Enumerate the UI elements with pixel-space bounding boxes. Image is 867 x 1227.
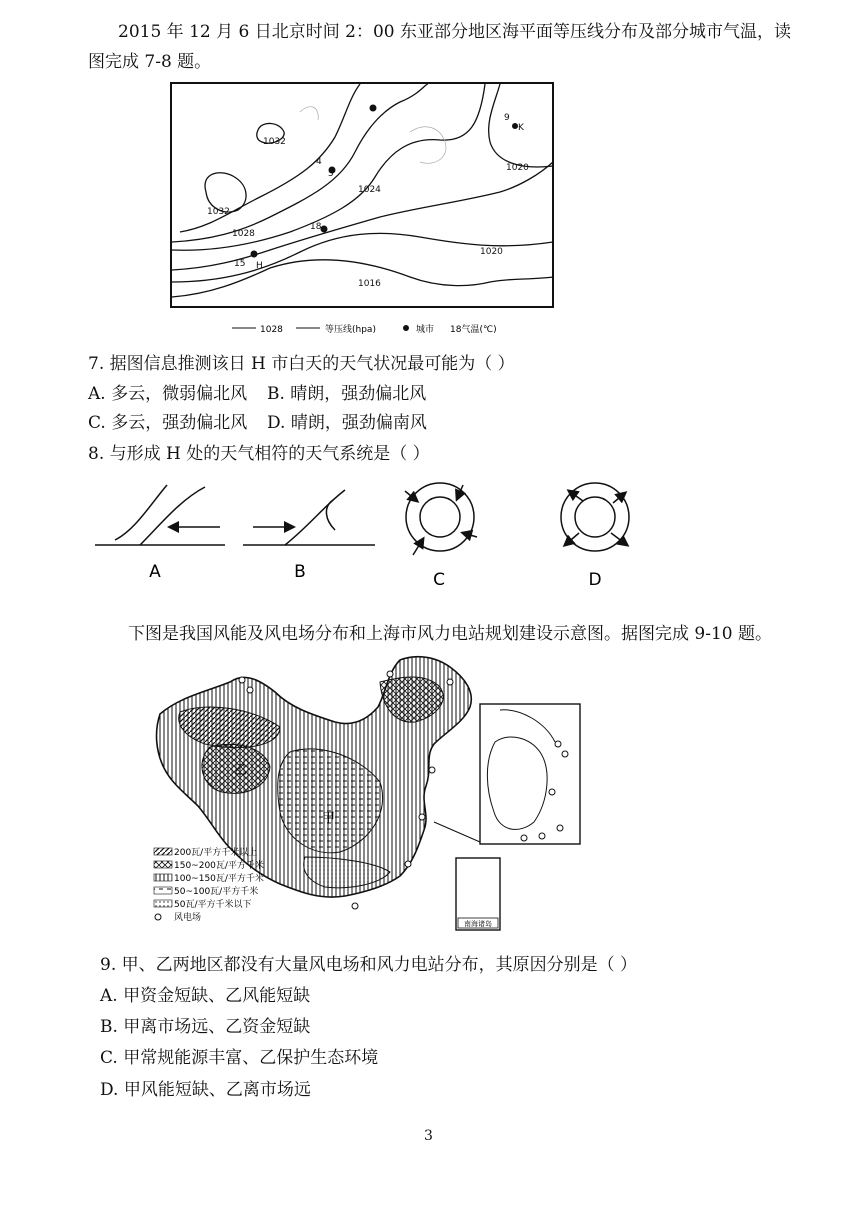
- svg-text:200瓦/平方千米以上: 200瓦/平方千米以上: [174, 848, 258, 858]
- q9-option-d: D. 甲风能短缺、乙离市场远: [100, 1080, 311, 1100]
- figure-c-label: C: [433, 570, 445, 590]
- wind-farm-marker: [239, 677, 245, 683]
- isobar-label-1032a: 1032: [263, 137, 286, 147]
- wind-farm-marker: [549, 789, 555, 795]
- q9-option-c: C. 甲常规能源丰富、乙保护生态环境: [100, 1048, 379, 1068]
- isobar-label-1024: 1024: [358, 185, 381, 195]
- wind-farm-marker: [555, 741, 561, 747]
- q8-stem: 8. 与形成 H 处的天气相符的天气系统是（ ）: [88, 444, 430, 464]
- q9-option-a: A. 甲资金短缺、乙风能短缺: [100, 986, 311, 1006]
- figure-a-label: A: [149, 562, 161, 582]
- svg-text:50瓦/平方千米以下: 50瓦/平方千米以下: [174, 900, 252, 910]
- city-marker: [321, 226, 328, 233]
- city-label-h: H: [256, 261, 263, 271]
- svg-text:50~100瓦/平方千米: 50~100瓦/平方千米: [174, 887, 259, 897]
- legend-isobar-label: 等压线(hpa): [325, 325, 376, 335]
- wind-farm-marker: [447, 679, 453, 685]
- figure-b-label: B: [294, 562, 306, 582]
- isobar-label-1020-south: 1020: [480, 247, 503, 257]
- weather-system-figures: [95, 475, 655, 593]
- wind-farm-marker: [352, 903, 358, 909]
- shanghai-inset: [480, 704, 580, 844]
- temp-label-18: 18: [310, 222, 322, 232]
- figure-d-label: D: [588, 570, 602, 590]
- intro-line-1: 2015 年 12 月 6 日北京时间 2：00 东亚部分地区海平面等压线分布及部分城市气温，读: [118, 22, 791, 42]
- figure-d: [561, 483, 629, 551]
- wind-farm-marker: [429, 767, 435, 773]
- legend-city-label: 城市: [416, 325, 435, 335]
- intro2-line-1: 下图是我国风能及风电场分布和上海市风力电站规划建设示意图。据图完成 9-10 题。: [128, 624, 772, 644]
- svg-text:150~200瓦/平方千米: 150~200瓦/平方千米: [174, 861, 264, 871]
- legend-line-value: 1028: [260, 325, 283, 335]
- legend-temp-label: 18气温(℃): [450, 325, 497, 335]
- isobar-label-1028: 1028: [232, 229, 255, 239]
- temp-label-9: 9: [504, 113, 510, 123]
- temp-label-4: 4: [316, 157, 322, 167]
- temp-label-5: 5: [328, 169, 334, 179]
- page-number: 3: [424, 1128, 433, 1144]
- wind-farm-marker: [387, 671, 393, 677]
- figure-c: [405, 483, 477, 555]
- wind-legend: [154, 846, 264, 923]
- wind-farm-marker: [539, 833, 545, 839]
- q9-stem: 9. 甲、乙两地区都没有大量风电场和风力电站分布，其原因分别是（ ）: [100, 955, 638, 975]
- q9-option-b: B. 甲离市场远、乙资金短缺: [100, 1017, 311, 1037]
- q7-option-d: D. 晴朗，强劲偏南风: [267, 413, 427, 433]
- wind-farm-marker: [247, 687, 253, 693]
- isobar-label-1032b: 1032: [207, 207, 230, 217]
- wind-farm-marker: [562, 751, 568, 757]
- figure-a: [95, 485, 225, 545]
- wind-farm-marker: [405, 861, 411, 867]
- wind-farm-marker: [419, 814, 425, 820]
- figure-b: [243, 490, 375, 545]
- q7-option-b: B. 晴朗，强劲偏北风: [267, 384, 427, 404]
- isobar-label-1016: 1016: [358, 279, 381, 289]
- city-h-marker: [251, 251, 258, 258]
- inset-pointer: [434, 822, 480, 842]
- china-wind-map: [150, 652, 590, 942]
- legend-city-icon: [403, 325, 409, 331]
- isobar-label-1020-east: 1020: [506, 163, 529, 173]
- wind-farm-marker: [521, 835, 527, 841]
- q7-stem: 7. 据图信息推测该日 H 市白天的天气状况最可能为（ ）: [88, 354, 515, 374]
- q7-option-c: C. 多云，强劲偏北风: [88, 413, 248, 433]
- svg-text:100~150瓦/平方千米: 100~150瓦/平方千米: [174, 874, 264, 884]
- q7-option-a: A. 多云，微弱偏北风: [88, 384, 248, 404]
- nanhai-inset-label: 南海诸岛: [464, 920, 492, 928]
- svg-text:风电场: 风电场: [174, 913, 202, 923]
- region-a-label: 甲: [322, 811, 336, 826]
- temp-label-15: 15: [234, 259, 246, 269]
- isobar-map: [170, 82, 555, 344]
- city-label-k: K: [518, 123, 524, 133]
- wind-farm-marker: [557, 825, 563, 831]
- region-b-label: 乙: [234, 763, 248, 778]
- isobar-map-frame: [171, 83, 553, 307]
- city-marker: [370, 105, 377, 112]
- intro-line-2: 图完成 7-8 题。: [88, 52, 212, 72]
